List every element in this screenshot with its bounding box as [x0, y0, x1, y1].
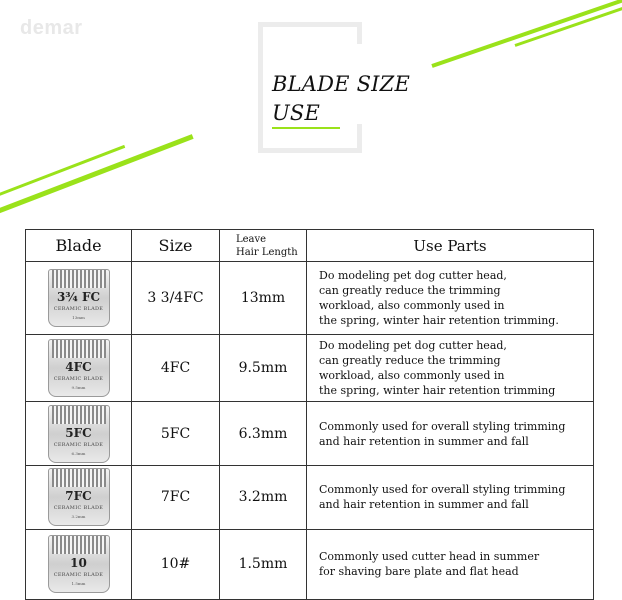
header-leave-line-1: Leave [236, 233, 267, 245]
header-blade: Blade [26, 230, 132, 262]
blade-mm-label: 3.2mm [71, 514, 86, 520]
blade-image-cell [26, 466, 132, 529]
blade-code: 7FC [65, 489, 92, 504]
header-use-parts: Use Parts [307, 230, 594, 262]
blade-teeth [52, 536, 106, 554]
description-line: the spring, winter hair retention trimming. [319, 313, 559, 327]
blade-image [48, 405, 110, 463]
use-parts-description [307, 401, 594, 465]
blade-mm-label: 13mm [72, 314, 85, 320]
blade-teeth [52, 406, 106, 424]
blade-sub-label: CERAMIC BLADE [53, 572, 104, 579]
blade-sub-label: CERAMIC BLADE [53, 305, 104, 312]
use-parts-description [307, 262, 594, 334]
leave-hair-length: 13mm [220, 262, 307, 334]
blade-teeth [52, 469, 106, 487]
description-line: Commonly used for overall styling trimming [319, 419, 566, 433]
decor-stripe-top-right-2 [515, 5, 622, 47]
description-line: Do modeling pet dog cutter head, [319, 338, 507, 352]
blade-image [48, 269, 110, 327]
blade-code: 3¾ FC [56, 289, 101, 304]
blade-image-cell [26, 401, 132, 465]
description-line: Do modeling pet dog cutter head, [319, 268, 507, 282]
table-row [26, 466, 594, 529]
blade-sub-label: CERAMIC BLADE [53, 375, 104, 382]
blade-image [48, 339, 110, 397]
description-line: and hair retention in summer and fall [319, 498, 529, 512]
table-row [26, 529, 594, 599]
blade-mm-label: 6.3mm [71, 450, 86, 456]
header-size: Size [132, 230, 220, 262]
use-parts-description [307, 529, 594, 599]
blade-size-table [25, 229, 594, 600]
page-title [272, 70, 410, 128]
description-line: can greatly reduce the trimming [319, 283, 501, 297]
decor-stripe-top-right-1 [431, 0, 622, 68]
description-line: the spring, winter hair retention trimming [319, 383, 556, 397]
blade-image-cell [26, 529, 132, 599]
decor-stripe-left-1 [0, 134, 194, 216]
page-title-line-1: BLADE SIZE [272, 72, 410, 96]
blade-size: 4FC [132, 334, 220, 401]
table-row [26, 262, 594, 334]
description-line: and hair retention in summer and fall [319, 434, 529, 448]
description-line: workload, also commonly used in [319, 368, 505, 382]
leave-hair-length: 6.3mm [220, 401, 307, 465]
leave-hair-length: 9.5mm [220, 334, 307, 401]
blade-sub-label: CERAMIC BLADE [53, 505, 104, 512]
description-line: for shaving bare plate and flat head [319, 565, 519, 579]
use-parts-description [307, 334, 594, 401]
description-line: workload, also commonly used in [319, 298, 505, 312]
blade-size: 10# [132, 529, 220, 599]
table-row [26, 334, 594, 401]
description-line: can greatly reduce the trimming [319, 353, 501, 367]
watermark-logo: demar [20, 17, 83, 39]
leave-hair-length: 1.5mm [220, 529, 307, 599]
blade-image [48, 468, 110, 526]
heading-frame-corner-bottom [357, 124, 362, 153]
blade-teeth [52, 340, 106, 358]
blade-size: 3 3/4FC [132, 262, 220, 334]
blade-code: 5FC [65, 425, 92, 440]
table-body [26, 262, 594, 600]
description-line: Commonly used cutter head in summer [319, 550, 540, 564]
blade-code: 10 [70, 556, 87, 571]
description-line: Commonly used for overall styling trimming [319, 483, 566, 497]
table-header-row [26, 230, 594, 262]
blade-code: 4FC [65, 359, 92, 374]
blade-sub-label: CERAMIC BLADE [53, 441, 104, 448]
title-underline [272, 127, 340, 129]
heading-frame-corner-top [357, 22, 362, 44]
leave-hair-length: 3.2mm [220, 466, 307, 529]
blade-size: 7FC [132, 466, 220, 529]
blade-mm-label: 1.5mm [71, 581, 86, 587]
page-title-line-2: USE [272, 101, 321, 125]
table-row [26, 401, 594, 465]
blade-size: 5FC [132, 401, 220, 465]
blade-image [48, 535, 110, 593]
blade-teeth [52, 270, 106, 288]
blade-image-cell [26, 334, 132, 401]
blade-image-cell [26, 262, 132, 334]
header-leave-hair-length [220, 230, 307, 262]
header-leave-line-2: Hair Length [236, 246, 298, 258]
blade-mm-label: 9.5mm [71, 384, 86, 390]
use-parts-description [307, 466, 594, 529]
